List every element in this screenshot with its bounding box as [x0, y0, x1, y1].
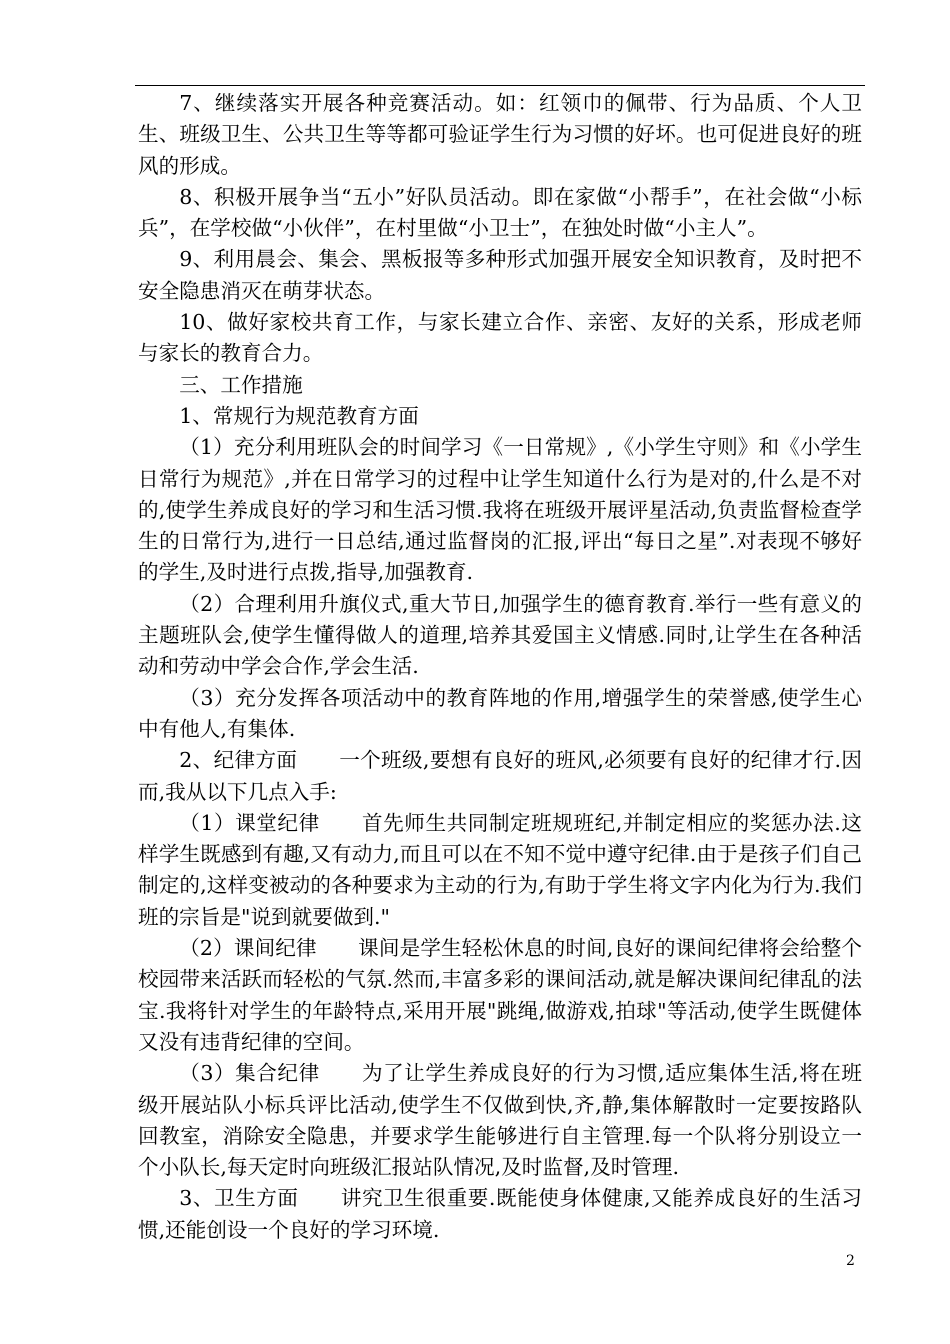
- paragraph-safety-education: 9、利用晨会、集会、黑板报等多种形式加强开展安全知识教育，及时把不安全隐患消灭在萌芽状态。: [138, 247, 862, 303]
- paragraph-education-position: （3）充分发挥各项活动中的教育阵地的作用,增强学生的荣誉感,使学生心中有他人,有集体.: [138, 685, 862, 741]
- paragraph-classroom-discipline: （1）课堂纪律 首先师生共同制定班规班纪,并制定相应的奖惩办法.这样学生既感到有趣,又有动力,而且可以在不知不觉中遵守纪律.由于是孩子们自己制定的,这样变被动的各种要求为主动的行为,有助于学生将文字内化为行为.我们班的宗旨是"说到就要做到.": [138, 810, 862, 929]
- header-rule: [135, 85, 865, 86]
- page-number: 2: [846, 1253, 855, 1269]
- paragraph-five-small-activity: 8、积极开展争当“五小”好队员活动。即在家做“小帮手”，在社会做“小标兵”，在学校做“小伙伴”，在村里做“小卫士”，在独处时做“小主人”。: [138, 184, 862, 241]
- subheading-routine-behavior: 1、常规行为规范教育方面: [179, 403, 419, 428]
- paragraph-flag-ceremony: （2）合理利用升旗仪式,重大节日,加强学生的德育教育.举行一些有意义的主题班队会,使学生懂得做人的道理,培养其爱国主义情感.同时,让学生在各种活动和劳动中学会合作,学会生活.: [138, 591, 862, 679]
- paragraph-class-meeting: （1）充分利用班队会的时间学习《一日常规》,《小学生守则》和《小学生日常行为规范》,并在日常学习的过程中让学生知道什么行为是对的,什么是不对的,使学生养成良好的学习和生活习惯.我将在班级开展评星活动,负责监督检查学生的日常行为,进行一日总结,通过监督岗的汇报,评出“每日之星”.对表现不够好的学生,及时进行点拨,指导,加强教育.: [138, 435, 862, 585]
- document-body: [138, 88, 862, 1246]
- subheading-hygiene: 3、卫生方面 讲究卫生很重要.既能使身体健康,又能养成良好的生活习惯,还能创设一个良好的学习环境.: [138, 1186, 862, 1242]
- paragraph-assembly-discipline: （3）集合纪律 为了让学生养成良好的行为习惯,适应集体生活,将在班级开展站队小标兵评比活动,使学生不仅做到快,齐,静,集体解散时一定要按路队回教室，消除安全隐患，并要求学生能够进行自主管理.每一个队将分别设立一个小队长,每天定时向班级汇报站队情况,及时监督,及时管理.: [138, 1061, 862, 1180]
- paragraph-home-school: 10、做好家校共育工作，与家长建立合作、亲密、友好的关系，形成老师与家长的教育合力。: [138, 310, 862, 366]
- section-heading-measures: 三、工作措施: [179, 372, 303, 397]
- paragraph-break-discipline: （2）课间纪律 课间是学生轻松休息的时间,良好的课间纪律将会给整个校园带来活跃而轻松的气氛.然而,丰富多彩的课间活动,就是解决课间纪律乱的法宝.我将针对学生的年龄特点,采用开展"跳绳,做游戏,拍球"等活动,使学生既健体又没有违背纪律的空间。: [138, 936, 862, 1054]
- subheading-discipline: 2、纪律方面 一个班级,要想有良好的班风,必须要有良好的纪律才行.因而,我从以下几点入手:: [138, 748, 862, 804]
- paragraph-competition-activities: 7、继续落实开展各种竞赛活动。如：红领巾的佩带、行为品质、个人卫生、班级卫生、公共卫生等等都可验证学生行为习惯的好坏。也可促进良好的班风的形成。: [138, 91, 862, 178]
